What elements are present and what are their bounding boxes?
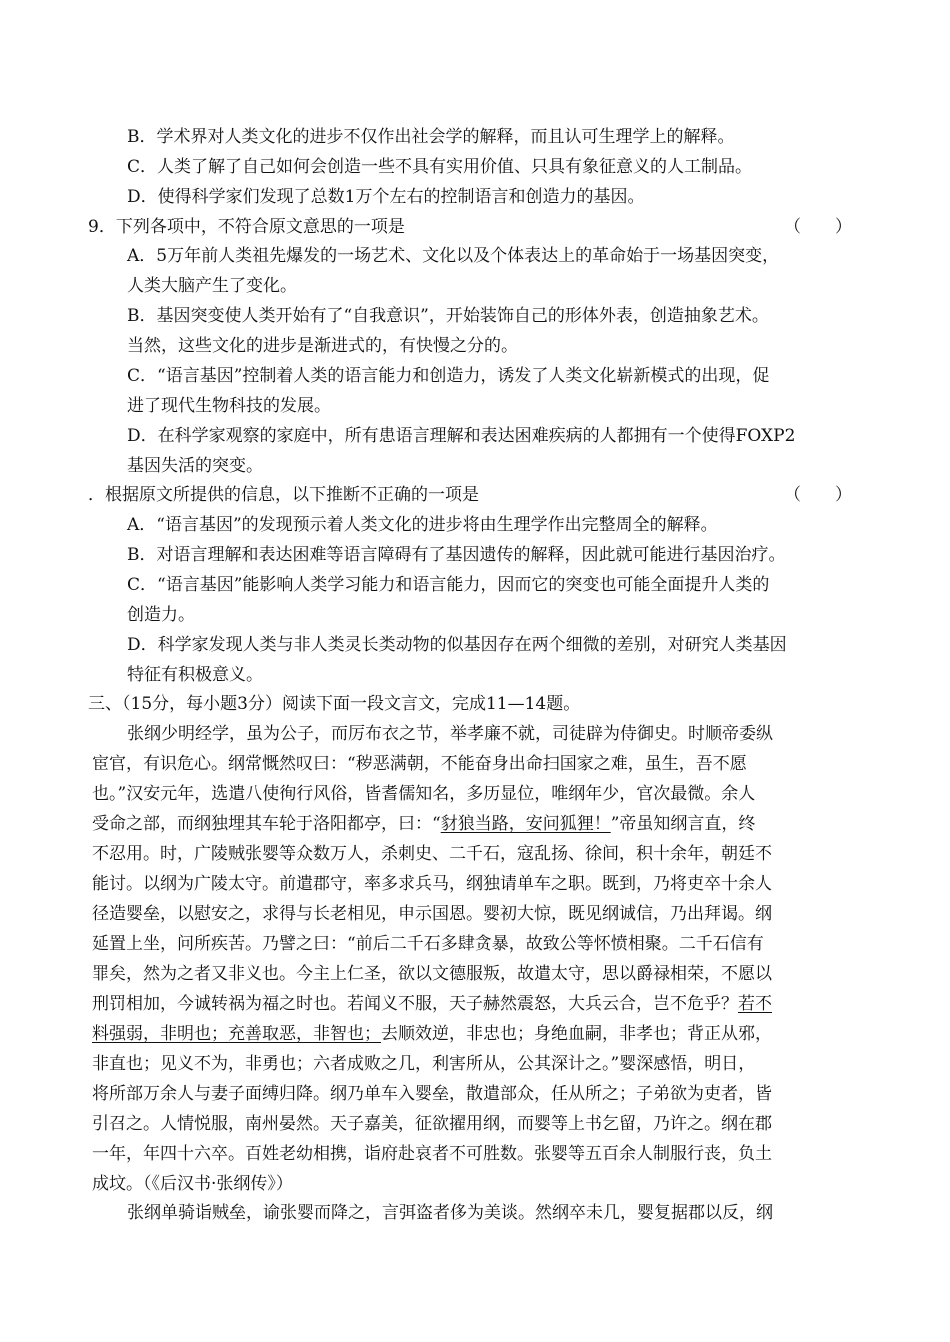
underlined-sentence: 料强弱，非明也；充善取恶，非智也；: [92, 1024, 381, 1044]
q9-option-a: A．5万年前人类祖先爆发的一场艺术、文化以及个体表达上的革命始于一场基因突变，: [127, 246, 780, 266]
q9-stem: 9．下列各项中，不符合原文意思的一项是: [88, 217, 405, 237]
q10-option-d: D．科学家发现人类与非人类灵长类动物的似基因存在两个细微的差别，对研究人类基因: [127, 635, 787, 655]
passage-line: 径造婴垒，以慰安之，求得与长老相见，申示国恩。婴初大惊，既见纲诚信，乃出拜谒。纲: [92, 904, 772, 924]
passage-line: 一年，年四十六卒。百姓老幼相携，诣府赴哀者不可胜数。张婴等五百余人制服行丧，负土: [92, 1144, 772, 1164]
q10-answer-bracket: （ ）: [784, 485, 852, 505]
passage-line-with-underline: [92, 813, 755, 835]
passage-text: 刑罚相加，今诚转祸为福之时也。若闻义不服，天子赫然震怒，大兵云合，岂不危乎？: [92, 994, 738, 1014]
passage-line: 张纲少明经学，虽为公子，而厉布衣之节，举孝廉不就，司徒辟为侍御史。时顺帝委纵: [127, 724, 773, 744]
passage-line: 能讨。以纲为广陵太守。前遣郡守，率多求兵马，纲独请单车之职。既到，乃将吏卒十余人: [92, 874, 772, 894]
q8-option-c: C．人类了解了自己如何会创造一些不具有实用价值、只具有象征意义的人工制品。: [127, 157, 753, 177]
underlined-sentence: 若不: [738, 994, 772, 1014]
passage-line: 张纲单骑诣贼垒，谕张婴而降之，言弭盗者侈为美谈。然纲卒未几，婴复据郡以反，纲: [127, 1203, 773, 1223]
passage-line-with-underline: [92, 993, 772, 1015]
underlined-quote: 豺狼当路，安问狐狸！: [440, 814, 611, 834]
passage-line: 非直也；见义不为，非勇也；六者成败之几，利害所从，公其深计之。”婴深感悟，明日，: [92, 1054, 756, 1074]
q10-option-c: C．“语言基因”能影响人类学习能力和语言能力，因而它的突变也可能全面提升人类的: [127, 575, 770, 595]
passage-line: 宦官，有识危心。纲常慨然叹曰：“秽恶满朝，不能奋身出命扫国家之难，虽生，吾不愿: [92, 754, 747, 774]
passage-line: 将所部万余人与妻子面缚归降。纲乃单车入婴垒，散遣部众，任从所之；子弟欲为吏者，皆: [92, 1084, 772, 1104]
section-three-heading: 三、（15分，每小题3分）阅读下面一段文言文，完成11—14题。: [88, 694, 581, 714]
passage-source: 成坟。（《后汉书·张纲传》）: [92, 1174, 293, 1194]
q10-option-c-cont: 创造力。: [127, 605, 195, 625]
passage-text: 受命之部，而纲独埋其车轮于洛阳都亭，曰：“: [92, 814, 441, 834]
q10-stem: ．根据原文所提供的信息，以下推断不正确的一项是: [88, 485, 479, 505]
q9-option-d-cont: 基因失活的突变。: [127, 456, 263, 476]
q9-option-d: D．在科学家观察的家庭中，所有患语言理解和表达困难疾病的人都拥有一个使得FOXP2: [127, 426, 796, 446]
q9-option-c-cont: 进了现代生物科技的发展。: [127, 396, 331, 416]
q9-option-c: C．“语言基因”控制着人类的语言能力和创造力，诱发了人类文化崭新模式的出现，促: [127, 366, 770, 386]
passage-text: ”帝虽知纲言直，终: [610, 814, 756, 834]
q10-option-d-cont: 特征有积极意义。: [127, 665, 263, 685]
q9-option-b-cont: 当然，这些文化的进步是渐进式的，有快慢之分的。: [127, 336, 518, 356]
q8-option-b: B．学术界对人类文化的进步不仅作出社会学的解释，而且认可生理学上的解释。: [127, 127, 735, 147]
passage-line: 也。”汉安元年，选遣八使徇行风俗，皆耆儒知名，多历显位，唯纲年少，官次最微。余人: [92, 784, 756, 804]
passage-text: 去顺效逆，非忠也；身绝血嗣，非孝也；背正从邪，: [381, 1024, 772, 1044]
q9-option-b: B．基因突变使人类开始有了“自我意识”，开始装饰自己的形体外表，创造抽象艺术。: [127, 306, 769, 326]
passage-line: 不忍用。时，广陵贼张婴等众数万人，杀刺史、二千石，寇乱扬、徐间，积十余年，朝廷不: [92, 844, 772, 864]
passage-line: 罪矣，然为之者又非义也。今主上仁圣，欲以文德服叛，故遣太守，思以爵禄相荣，不愿以: [92, 964, 772, 984]
q9-option-a-cont: 人类大脑产生了变化。: [127, 276, 297, 296]
q10-option-a: A．“语言基因”的发现预示着人类文化的进步将由生理学作出完整周全的解释。: [127, 515, 718, 535]
q9-answer-bracket: （ ）: [784, 217, 852, 237]
q8-option-d: D．使得科学家们发现了总数1万个左右的控制语言和创造力的基因。: [127, 187, 645, 207]
passage-line-with-underline: [92, 1023, 772, 1045]
passage-line: 延置上坐，问所疾苦。乃譬之曰：“前后二千石多肆贪暴，故致公等怀愤相聚。二千石信有: [92, 934, 764, 954]
q10-option-b: B．对语言理解和表达困难等语言障碍有了基因遗传的解释，因此就可能进行基因治疗。: [127, 545, 786, 565]
passage-line: 引召之。人情悦服，南州晏然。天子嘉美，征欲擢用纲，而婴等上书乞留，乃许之。纲在郡: [92, 1114, 772, 1134]
